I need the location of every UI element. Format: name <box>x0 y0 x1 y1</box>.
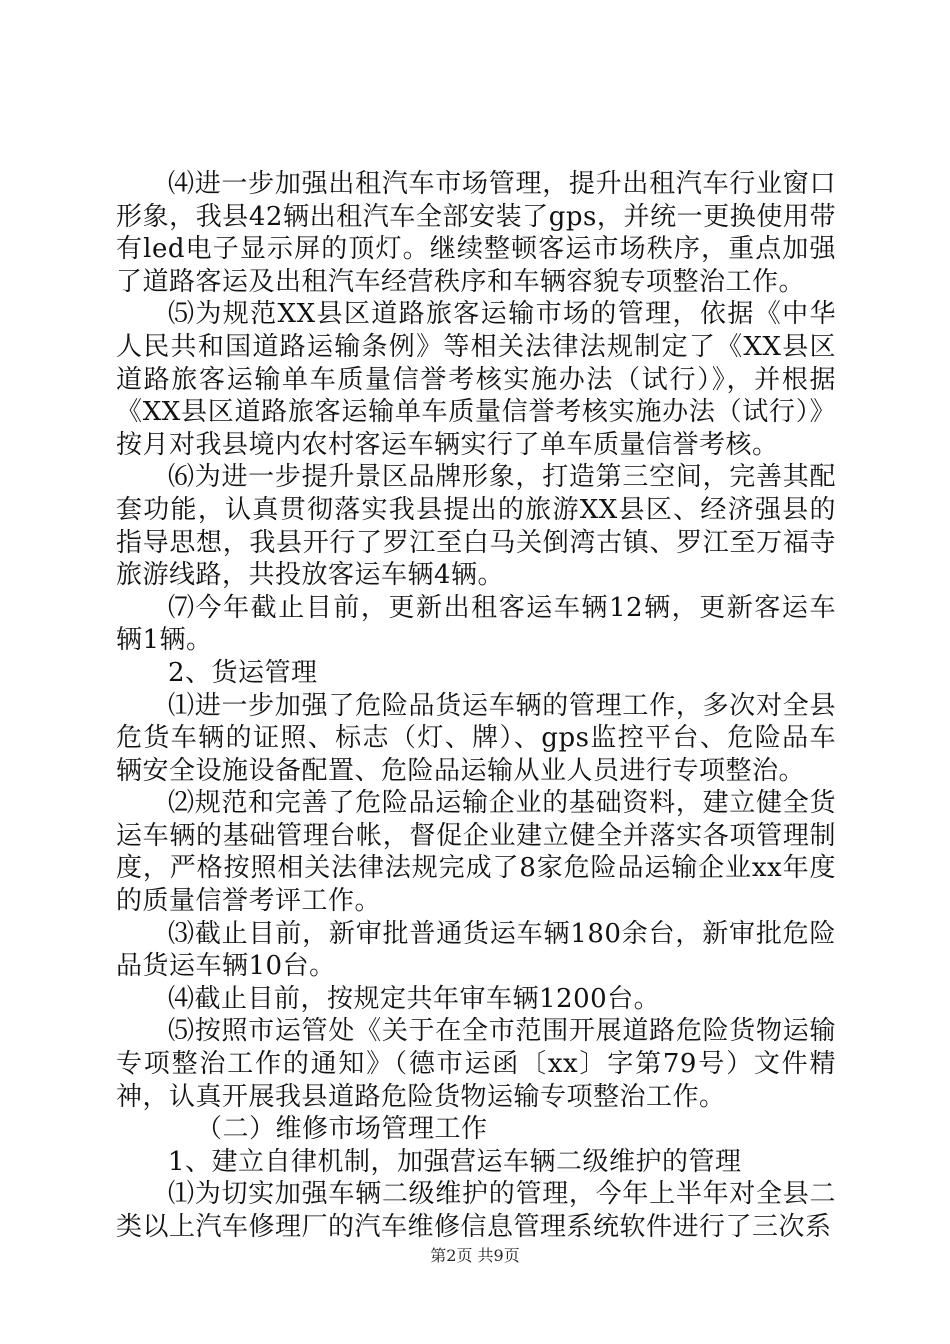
section-heading-freight: 2、货运管理 <box>168 657 318 688</box>
section-heading-repair-market: （二）维修市场管理工作 <box>196 1114 488 1145</box>
page-number: 第2页 共9页 <box>430 1246 520 1265</box>
paragraph-hazmat-vehicles: ⑴进一步加强了危险品货运车辆的管理工作，多次对全县危货车辆的证照、标志（灯、牌）、gps监控平台、危险品车辆安全设施设备配置、危险品运输从业人员进行专项整治。 <box>116 690 836 786</box>
paragraph-hazmat-enterprises: ⑵规范和完善了危险品运输企业的基础资料，建立健全货运车辆的基础管理台帐，督促企业建立健全并落实各项管理制度，严格按照相关法律法规完成了8家危险品运输企业xx年度的质量信誉考评工作。 <box>116 788 836 917</box>
paragraph-tourism-routes: ⑹为进一步提升景区品牌形象，打造第三空间，完善其配套功能，认真贯彻落实我县提出的旅游XX县区、经济强县的指导思想，我县开行了罗江至白马关倒湾古镇、罗江至万福寺旅游线路，共投放客运车辆4辆。 <box>116 462 836 591</box>
document-body <box>116 168 836 1244</box>
paragraph-freight-approvals: ⑶截止目前，新审批普通货运车辆180余台，新审批危险品货运车辆10台。 <box>116 918 836 982</box>
paragraph-taxi-management: ⑷进一步加强出租汽车市场管理，提升出租汽车行业窗口形象，我县42辆出租汽车全部安装了gps，并统一更换使用带有led电子显示屏的顶灯。继续整顿客运市场秩序，重点加强了道路客运及出租汽车经营秩序和车辆容貌专项整治工作。 <box>116 169 836 297</box>
paragraph-secondary-maintenance: ⑴为切实加强车辆二级维护的管理，今年上半年对全县二类以上汽车修理厂的汽车维修信息管理系统软件进行了三次系 <box>116 1179 836 1242</box>
paragraph-passenger-regulation: ⑸为规范XX县区道路旅客运输市场的管理，依据《中华人民共和国道路运输条例》等相关法律法规制定了《XX县区道路旅客运输单车质量信誉考核实施办法（试行）》，并根据《XX县区道路旅客运输单车质量信誉考核实施办法（试行）》按月对我县境内农村客运车辆实行了单车质量信誉考核。 <box>116 299 836 460</box>
subsection-heading-self-discipline: 1、建立自律机制，加强营运车辆二级维护的管理 <box>168 1146 742 1177</box>
paragraph-vehicle-updates: ⑺今年截止目前，更新出租客运车辆12辆，更新客运车辆1辆。 <box>116 592 836 656</box>
paragraph-special-rectification: ⑸按照市运管处《关于在全市范围开展道路危险货物运输专项整治工作的通知》（德市运函〔xx〕字第79号）文件精神，认真开展我县道路危险货物运输专项整治工作。 <box>116 1016 836 1112</box>
paragraph-annual-inspection: ⑷截止目前，按规定共年审车辆1200台。 <box>168 983 661 1014</box>
